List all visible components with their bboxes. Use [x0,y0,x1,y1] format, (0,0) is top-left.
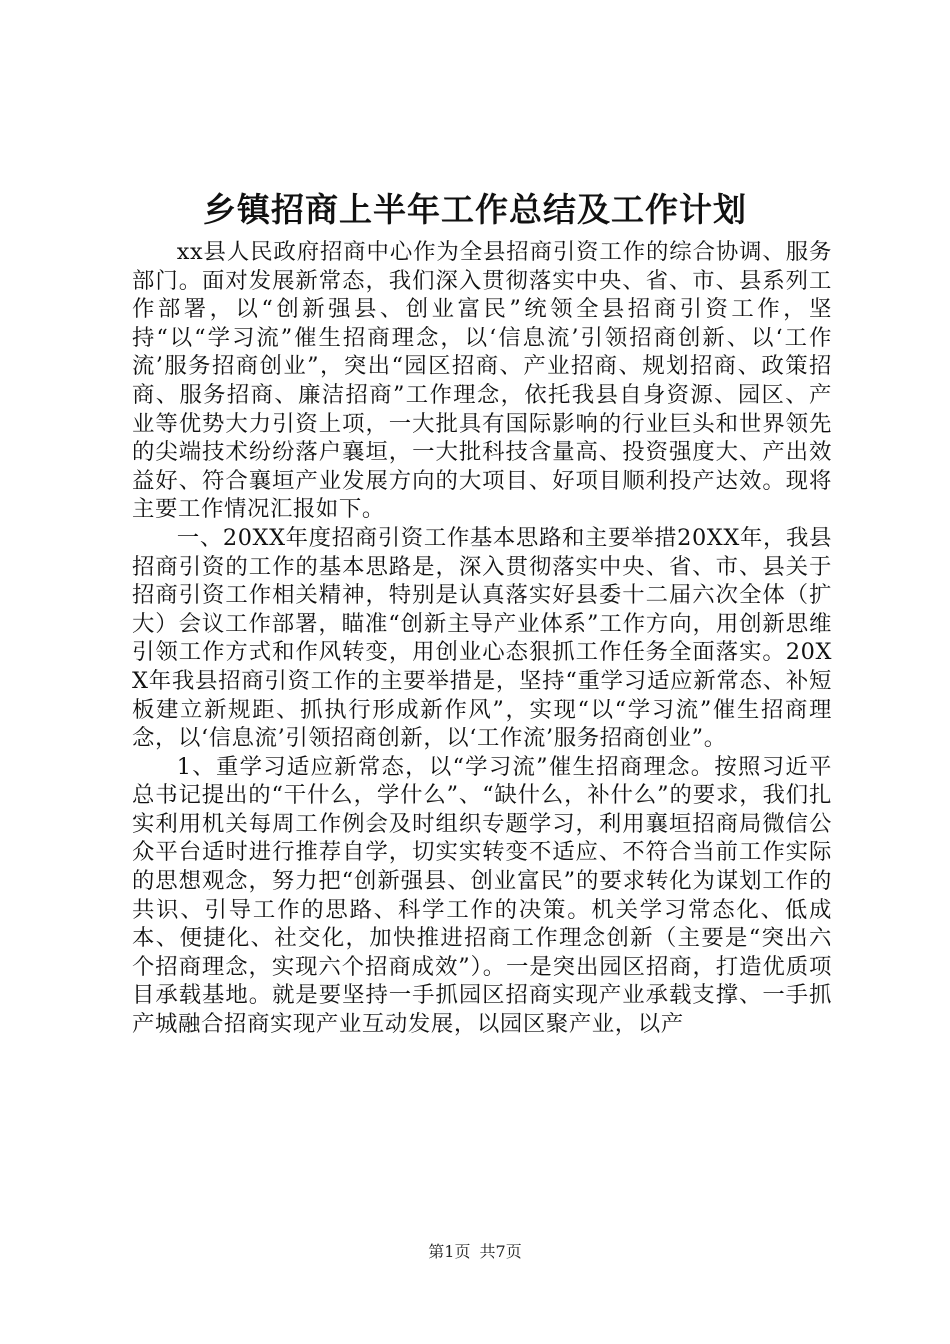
document-title: 乡镇招商上半年工作总结及工作计划 [203,190,747,229]
paragraph-item-one: 1、重学习适应新常态，以“学习流”催生招商理念。按照习近平总书记提出的“干什么，学什么”、“缺什么，补什么”的要求，我们扎实利用机关每周工作例会及时组织专题学习，利用襄垣招商局微信公众平台适时进行推荐自学，切实实转变不适应、不符合当前工作实际的思想观念，努力把“创新强县、创业富民”的要求转化为谋划工作的共识、引导工作的思路、科学工作的决策。机关学习常态化、低成本、便捷化、社交化，加快推进招商工作理念创新（主要是“突出六个招商理念，实现六个招商成效”）。一是突出园区招商，打造优质项目承载基地。就是要坚持一手抓园区招商实现产业承载支撑、一手抓产城融合招商实现产业互动发展，以园区聚产业，以产 [132,753,832,1038]
page-footer [0,1240,950,1264]
paragraph-intro: xx县人民政府招商中心作为全县招商引资工作的综合协调、服务部门。面对发展新常态，我们深入贯彻落实中央、省、市、县系列工作部署，以“创新强县、创业富民”统领全县招商引资工作，坚持“以“学习流”催生招商理念，以‘信息流’引领招商创新、以‘工作流’服务招商创业”，突出“园区招商、产业招商、规划招商、政策招商、服务招商、廉洁招商”工作理念，依托我县自身资源、园区、产业等优势大力引资上项，一大批具有国际影响的行业巨头和世界领先的尖端技术纷纷落户襄垣，一大批科技含量高、投资强度大、产出效益好、符合襄垣产业发展方向的大项目、好项目顺利投产达效。现将主要工作情况汇报如下。 [132,239,832,523]
page-number: 第1页 [428,1242,471,1261]
document-body [132,238,832,1039]
paragraph-section-one: 一、20XX年度招商引资工作基本思路和主要举措20XX年，我县招商引资的工作的基本思路是，深入贯彻落实中央、省、市、县关于招商引资工作相关精神，特别是认真落实好县委十二届六次全体（扩大）会议工作部署，瞄准“创新主导产业体系”工作方向，用创新思维引领工作方式和作风转变，用创业心态狠抓工作任务全面落实。20XX年我县招商引资工作的主要举措是，坚持“重学习适应新常态、补短板建立新规距、抓执行形成新作风”，实现“以“学习流”催生招商理念，以‘信息流’引领招商创新，以‘工作流’服务招商创业”。 [132,524,832,752]
page-total: 共7页 [479,1242,522,1261]
